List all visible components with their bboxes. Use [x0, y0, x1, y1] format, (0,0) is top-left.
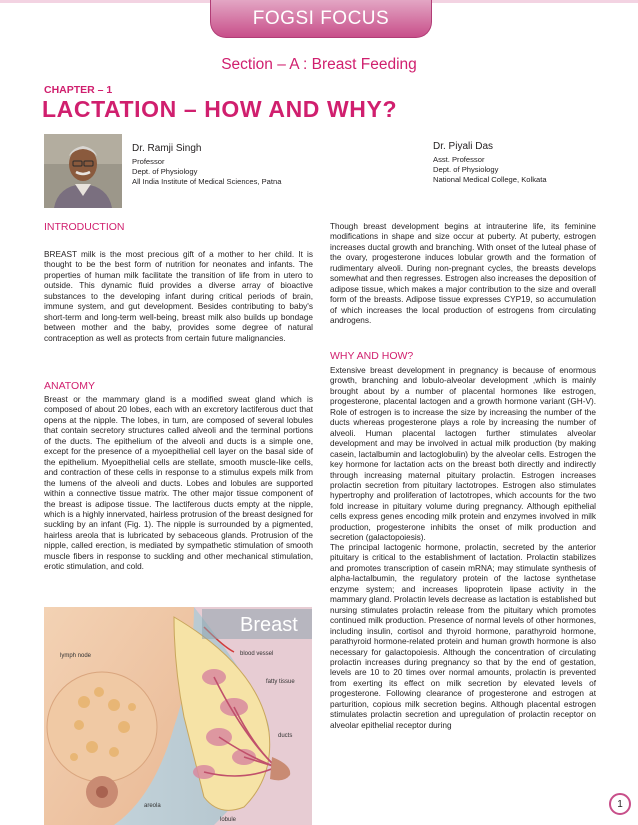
author-department: Dept. of Physiology: [433, 165, 499, 175]
author-institution: National Medical College, Kolkata: [433, 175, 547, 185]
author-name: Dr. Piyali Das: [433, 141, 494, 152]
label-blood-vessel: blood vessel: [240, 651, 274, 657]
anatomy-text: Breast or the mammary gland is a modified sweat gland which is composed of about 20 lobes, each with an excretory lactiferous duct that opens at the nipple. The lobes, in turn, are composed of several lobules that contain secretory structures called alveoli and the terminal portions of the ducts. The epithelium of the alveoli and ducts is a simple one, except for the presence of a myoepithelial cell layer on the basal side of the epithelium. Myoepithelial cells are stellate, smooth muscle-like cells, and contraction of these cells in response to a stimulus expels milk from the lumens of the alveoli and ducts. Lobes and lobules are supported within a connective tissue matrix. The other major tissue component of the breast is adipose tissue. The lactiferous ducts empty at the nipple, which is a highly innervated, hairless protrusion of the breast designed for suckling by an infant (Fig. 1). The nipple is surrounded by a pigmented, hairless areola that is lubricated by sebaceous glands. Protrusion of the nipple, called erection, is mediated by sympathetic stimulation of smooth muscle fibers in response to suckling and other mechanical stimulation, erotic stimulation, and cold.: [44, 395, 313, 572]
introduction-text: BREAST milk is the most precious gift of a mother to her child. It is thought to be the best form of nutrition for neonates and infants. The properties of human milk facilitate the transition of life from in utero to outside. This dynamic fluid provides a diverse array of bioactive substances to the developing infant during critical periods of brain, immune system, and gut development. Besides contributing to baby's short-term and long-term well-being, breast milk also builds up bondage between mother and the baby, provides some degree of natural contraception as well as protects from certain future malignancies.: [44, 250, 313, 343]
author-block-2: [433, 140, 547, 186]
page-number: 1: [609, 793, 631, 815]
author-name: Dr. Ramji Singh: [132, 143, 202, 154]
chapter-title: LACTATION – HOW AND WHY?: [42, 96, 398, 122]
prolactin-text: The principal lactogenic hormone, prolactin, secreted by the anterior pituitary is critical to the establishment of lactation. Prolactin stabilizes and promotes transcription of casein mRNA; may stimulate synthesis of alpha-lactalbumin, the regulatory protein of the lactose synthetase enzyme system; and increases lipoprotein lipase activity in the mammary gland. Prolactin levels decrease as lactation is established but nursing stimulates prolactin release from the pituitary which promotes continued milk production. Presence of normal levels of other hormones, including insulin, cortisol and thyroid hormone, parathyroid hormone, parathyroid hormone-related protein and human growth hormone is also necessary for galactopoiesis. Although the concentration of circulating prolactin increases during pregnancy so that by the end of gestation, levels are 10 to 20 times over normal amounts, prolactin is prevented from exerting its effect on milk secretion by elevated levels of progesterone. Following clearance of progesterone and estrogen at parturition, copious milk secretion begins. Although placental estrogen stimulates prolactin secretion and upregulation of prolactin receptor on alveolar epithelial receptor during: [330, 543, 596, 730]
author-position: Professor: [132, 157, 165, 166]
puberty-text: Though breast development begins at intrauterine life, its feminine modifications in shape and size occur at puberty. At puberty, estrogen increases ductal growth and branching. With onset of the luteal phase of the ovary, progesterone induces lobular growth and the formation of rudimentary alveoli. During non-pregnant cycles, the breasts develops somewhat and then regresses. Estrogen also increases the deposition of adipose tissue, which makes a major contribution to the size and overall form of the breasts. Adipose tissue expresses CYP19, so accumulation of which increases the local production of estrogens from circulating androgens.: [330, 222, 596, 326]
chapter-label: CHAPTER – 1: [44, 84, 113, 96]
journal-title: FOGSI FOCUS: [252, 7, 390, 29]
label-areola: areola: [144, 803, 161, 809]
author-block-1: [132, 142, 281, 188]
label-ducts: ducts: [278, 733, 293, 739]
anatomy-heading: ANATOMY: [44, 380, 95, 392]
introduction-heading: INTRODUCTION: [44, 221, 125, 233]
author-position: Asst. Professor: [433, 155, 485, 164]
journal-banner: [210, 0, 432, 38]
label-lymph-node: lymph node: [60, 653, 92, 659]
why-and-how-text: Extensive breast development in pregnancy is because of enormous growth, branching and lobulo-alveolar development ,which is mainly brought about by a number of placental hormones like estrogen, progesterone, placental lactogen and a growth hormone variant (GH-V). Role of estrogen is to increase the size by increasing the number of the ducts whereas progesterone plays a role by increasing the number of alveoli. Human placental lactogen further stimulates alveolar development and may be involved in actual milk production (by making casein, lactalbumin and lactoglobulin) by the alveolar cells. Estrogen the key hormone for lactation acts on the breast both directly and indirectly through increasing maternal pituitary prolactin. Estrogen increases prolactin secretion from pituitary lactotropes. Estrogen also stimulates hypertrophy and proliferation of lactotropes, which accounts for the two fold increase in pituitary volume during pregnancy. Although epithelial cells express genes encoding milk protein and enzymes involved in milk production, progesterone inhibits the onset of milk production and secretion (galactopoiesis).: [330, 366, 596, 543]
author-institution: All India Institute of Medical Sciences, Patna: [132, 177, 282, 187]
breast-anatomy-figure: [44, 607, 312, 825]
why-and-how-heading: WHY AND HOW?: [330, 350, 414, 362]
section-title: Section – A : Breast Feeding: [221, 56, 417, 73]
author-photo: [44, 134, 122, 208]
figure-title: Breast: [240, 614, 298, 636]
author-department: Dept. of Physiology: [132, 167, 198, 177]
label-lobule: lobule: [220, 817, 237, 823]
label-fatty-tissue: fatty tissue: [266, 679, 295, 685]
